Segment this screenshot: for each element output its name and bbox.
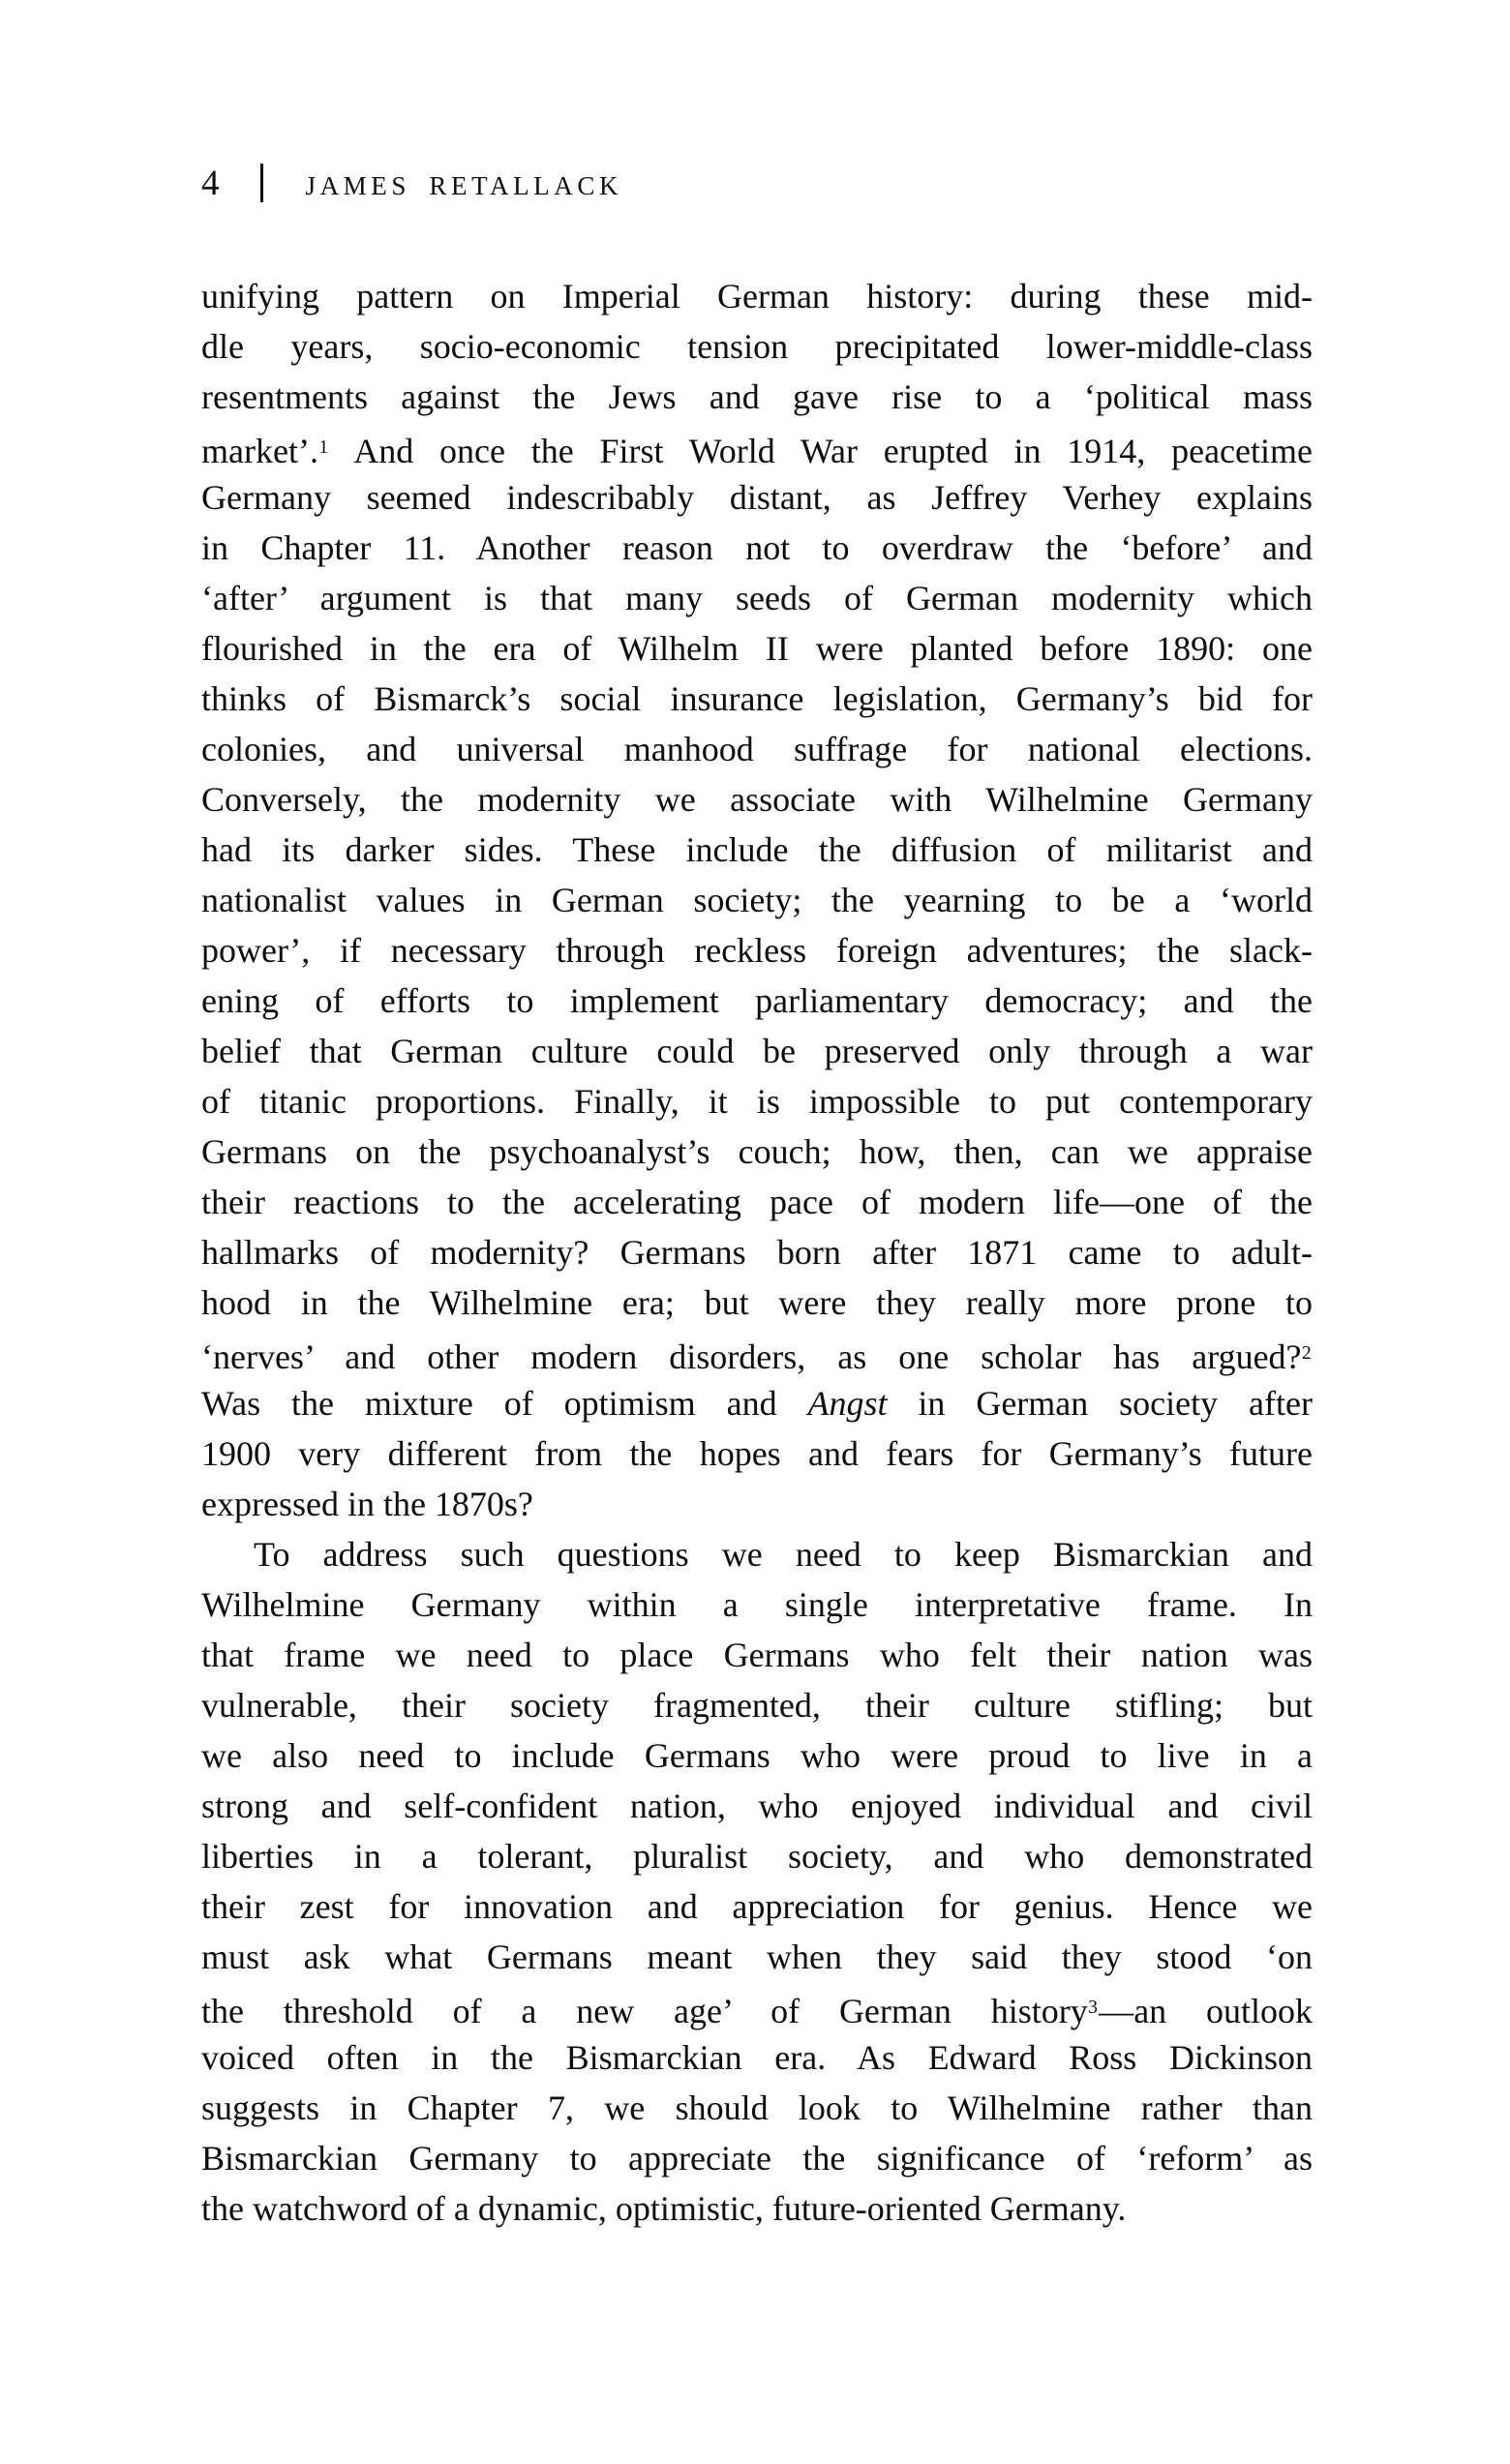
- text-line: [201, 774, 1313, 825]
- text-line: [201, 1932, 1313, 1982]
- text-segment: Germans on the psychoanalyst’s couch; how, then, can we appraise: [201, 1132, 1313, 1171]
- text-line: [201, 1781, 1313, 1831]
- text-segment: vulnerable, their society fragmented, their culture stifling; but: [201, 1686, 1313, 1725]
- text-segment: belief that German culture could be preserved only through a war: [201, 1032, 1313, 1070]
- text-segment: ening of efforts to implement parliamentary democracy; and the: [201, 981, 1313, 1020]
- text-segment: flourished in the era of Wilhelm II were planted before 1890: one: [201, 629, 1313, 668]
- text-segment: strong and self-confident nation, who enjoyed individual and civil: [201, 1787, 1313, 1825]
- text-line: [201, 1529, 1313, 1579]
- text-segment: hood in the Wilhelmine era; but were they really more prone to: [201, 1283, 1313, 1322]
- italic-text: Angst: [807, 1384, 888, 1423]
- text-line: [201, 422, 1313, 472]
- text-segment: ‘nerves’ and other modern disorders, as one scholar has argued?: [201, 1337, 1302, 1376]
- text-segment: liberties in a tolerant, pluralist society, and who demonstrated: [201, 1837, 1313, 1876]
- running-head-author: JAMES RETALLACK: [305, 171, 623, 200]
- text-segment: To address such questions we need to keep Bismarckian and: [254, 1535, 1313, 1574]
- text-segment: in German society after: [887, 1384, 1313, 1423]
- text-line: [201, 674, 1313, 724]
- running-head: [201, 163, 622, 212]
- text-segment: unifying pattern on Imperial German history: during these mid-: [201, 277, 1313, 316]
- paragraph: [201, 271, 1313, 1529]
- header-divider-rule: [260, 164, 263, 202]
- footnote-marker: 1: [318, 436, 329, 458]
- text-line: [201, 321, 1313, 372]
- text-line: [201, 825, 1313, 875]
- text-line: [201, 1328, 1313, 1378]
- text-segment: voiced often in the Bismarckian era. As Edward Ross Dickinson: [201, 2038, 1313, 2077]
- text-segment: in Chapter 11. Another reason not to overdraw the ‘before’ and: [201, 528, 1313, 567]
- text-segment: the watchword of a dynamic, optimistic, future-oriented Germany.: [201, 2189, 1127, 2228]
- text-line: [201, 1730, 1313, 1781]
- text-line: [201, 1881, 1313, 1932]
- text-segment: their zest for innovation and appreciation for genius. Hence we: [201, 1887, 1313, 1926]
- text-segment: power’, if necessary through reckless foreign adventures; the slack-: [201, 931, 1313, 970]
- paragraph: [201, 1529, 1313, 2234]
- text-segment: Bismarckian Germany to appreciate the significance of ‘reform’ as: [201, 2139, 1313, 2178]
- text-line: [201, 2032, 1313, 2083]
- text-segment: must ask what Germans meant when they said they stood ‘on: [201, 1938, 1313, 1976]
- text-segment: nationalist values in German society; the yearning to be a ‘world: [201, 881, 1313, 919]
- text-line: [201, 875, 1313, 925]
- text-segment: their reactions to the accelerating pace of modern life—one of the: [201, 1183, 1313, 1221]
- text-segment: Wilhelmine Germany within a single interpretative frame. In: [201, 1585, 1313, 1624]
- text-line: [201, 523, 1313, 573]
- text-segment: dle years, socio-economic tension precipitated lower-middle-class: [201, 327, 1313, 366]
- footnote-marker: 3: [1088, 1997, 1098, 2018]
- text-segment: colonies, and universal manhood suffrage for national elections.: [201, 730, 1313, 768]
- text-line: [201, 573, 1313, 623]
- text-line: [201, 1982, 1313, 2032]
- text-segment: Germany seemed indescribably distant, as Jeffrey Verhey explains: [201, 478, 1313, 517]
- text-segment: the threshold of a new age’ of German history: [201, 1991, 1088, 2030]
- text-segment: —an outlook: [1099, 1991, 1313, 2030]
- body-text: [201, 271, 1313, 2234]
- text-segment: thinks of Bismarck’s social insurance legislation, Germany’s bid for: [201, 679, 1313, 718]
- text-line: [201, 623, 1313, 674]
- text-line: [201, 1127, 1313, 1177]
- text-segment: hallmarks of modernity? Germans born after 1871 came to adult-: [201, 1233, 1313, 1272]
- text-line: [201, 372, 1313, 422]
- text-segment: of titanic proportions. Finally, it is impossible to put contemporary: [201, 1082, 1313, 1121]
- text-segment: suggests in Chapter 7, we should look to Wilhelmine rather than: [201, 2088, 1313, 2127]
- text-segment: had its darker sides. These include the diffusion of militarist and: [201, 830, 1313, 869]
- text-segment: we also need to include Germans who were proud to live in a: [201, 1736, 1313, 1775]
- text-line: [201, 1579, 1313, 1630]
- text-segment: 1900 very different from the hopes and fears for Germany’s future: [201, 1434, 1313, 1473]
- text-segment: that frame we need to place Germans who felt their nation was: [201, 1636, 1313, 1674]
- text-line: [201, 1428, 1313, 1479]
- text-line: [201, 1378, 1313, 1428]
- text-line: [201, 1277, 1313, 1328]
- text-line: [201, 1831, 1313, 1881]
- text-line: [201, 2083, 1313, 2133]
- page-number: 4: [201, 164, 220, 203]
- text-segment: And once the First World War erupted in 1914, peacetime: [329, 431, 1313, 470]
- text-line: [201, 1227, 1313, 1277]
- text-segment: ‘after’ argument is that many seeds of German modernity which: [201, 579, 1313, 617]
- text-line: [201, 1630, 1313, 1680]
- text-line: [201, 1479, 1313, 1529]
- text-line: [201, 976, 1313, 1026]
- text-line: [201, 1680, 1313, 1730]
- text-line: [201, 925, 1313, 976]
- text-line: [201, 724, 1313, 774]
- text-line: [201, 472, 1313, 523]
- text-segment: resentments against the Jews and gave rise to a ‘political mass: [201, 377, 1313, 416]
- text-segment: Was the mixture of optimism and: [201, 1384, 808, 1423]
- text-line: [201, 1177, 1313, 1227]
- text-line: [201, 1076, 1313, 1127]
- text-line: [201, 1026, 1313, 1076]
- text-segment: expressed in the 1870s?: [201, 1485, 533, 1523]
- text-segment: market’.: [201, 431, 318, 470]
- footnote-marker: 2: [1301, 1342, 1312, 1364]
- text-line: [201, 271, 1313, 321]
- text-segment: Conversely, the modernity we associate with Wilhelmine Germany: [201, 780, 1313, 819]
- text-line: [201, 2183, 1313, 2234]
- text-line: [201, 2133, 1313, 2183]
